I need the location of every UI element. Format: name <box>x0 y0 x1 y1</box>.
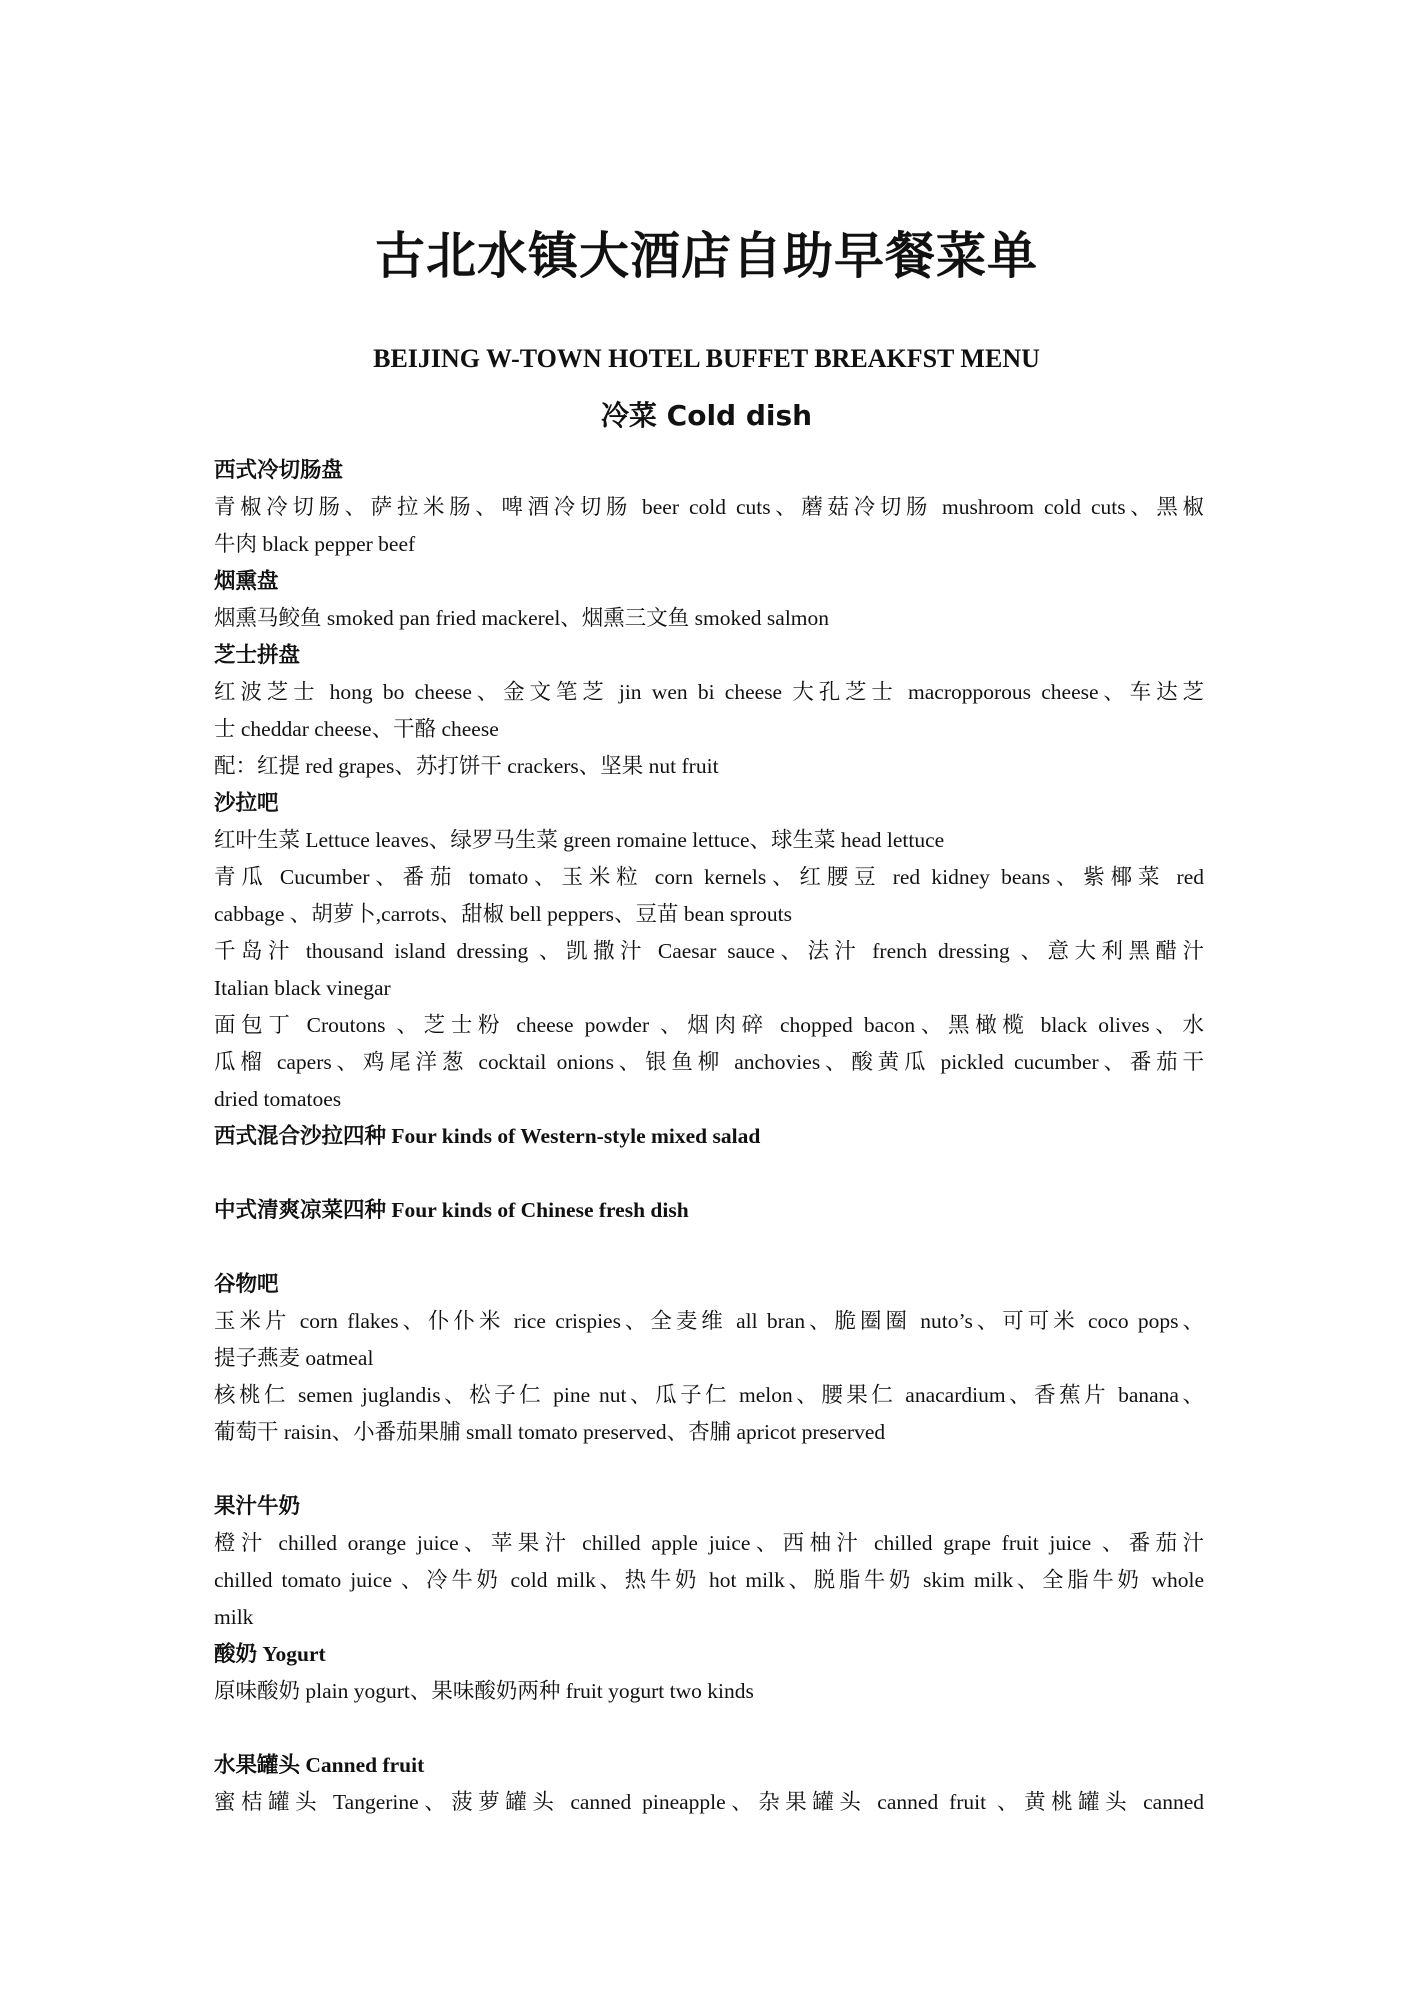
menu-item-line: dried tomatoes <box>214 1087 342 1111</box>
page-title-english: BEIJING W-TOWN HOTEL BUFFET BREAKFST MENU <box>373 344 1040 373</box>
menu-item-line: 葡萄干 raisin、小番茄果脯 small tomato preserved、杏脯 apricot preserved <box>214 1420 886 1444</box>
menu-item-line: 青瓜 Cucumber、番茄 tomato、玉米粒 corn kernels、红腰豆 red kidney beans、紫椰菜 red <box>214 865 1204 889</box>
blank-line <box>214 1155 1204 1192</box>
menu-item-line: 玉米片 corn flakes、仆仆米 rice crispies、全麦维 all bran、脆圈圈 nuto’s、可可米 coco pops、 <box>214 1309 1204 1333</box>
menu-item-line: 烟熏马鲛鱼 smoked pan fried mackerel、烟熏三文鱼 smoked salmon <box>214 606 830 630</box>
menu-category-heading: 谷物吧 <box>214 1272 279 1296</box>
menu-category-heading: 果汁牛奶 <box>214 1494 301 1518</box>
menu-category-heading: 烟熏盘 <box>214 569 279 593</box>
menu-item-line: chilled tomato juice 、冷牛奶 cold milk、热牛奶 hot milk、脱脂牛奶 skim milk、全脂牛奶 whole <box>214 1568 1204 1592</box>
menu-category-heading: 西式混合沙拉四种 Four kinds of Western-style mixed salad <box>214 1124 761 1148</box>
blank-line <box>214 1229 1204 1266</box>
menu-item-line: milk <box>214 1605 254 1629</box>
menu-item-line: 瓜榴 capers、鸡尾洋葱 cocktail onions、银鱼柳 anchovies、酸黄瓜 pickled cucumber、番茄干 <box>214 1050 1204 1074</box>
menu-item-line: 提子燕麦 oatmeal <box>214 1346 374 1370</box>
menu-category-heading: 酸奶 Yogurt <box>214 1642 326 1666</box>
menu-item-line: 士 cheddar cheese、干酪 cheese <box>214 717 499 741</box>
menu-category-heading: 芝士拼盘 <box>214 643 301 667</box>
menu-item-line: 面包丁 Croutons 、芝士粉 cheese powder 、烟肉碎 chopped bacon、黑橄榄 black olives、水 <box>214 1013 1204 1037</box>
menu-item-line: 蜜桔罐头 Tangerine、菠萝罐头 canned pineapple、杂果罐头 canned fruit 、黄桃罐头 canned <box>214 1790 1204 1814</box>
page-title-chinese: 古北水镇大酒店自助早餐菜单 <box>375 227 1038 285</box>
menu-item-line: 原味酸奶 plain yogurt、果味酸奶两种 fruit yogurt two kinds <box>214 1679 754 1703</box>
menu-body <box>214 452 1204 1821</box>
blank-line <box>214 1451 1204 1488</box>
menu-item-line: 配：红提 red grapes、苏打饼干 crackers、坚果 nut fruit <box>214 754 719 778</box>
menu-item-line: Italian black vinegar <box>214 976 391 1000</box>
section-heading-cold-dish: 冷菜 Cold dish <box>600 399 813 432</box>
menu-category-heading: 水果罐头 Canned fruit <box>214 1753 425 1777</box>
blank-line <box>214 1710 1204 1747</box>
menu-item-line: 千岛汁 thousand island dressing 、凯撒汁 Caesar sauce、法汁 french dressing 、意大利黑醋汁 <box>214 939 1204 963</box>
menu-item-line: 青椒冷切肠、萨拉米肠、啤酒冷切肠 beer cold cuts、蘑菇冷切肠 mushroom cold cuts、黑椒 <box>214 495 1204 519</box>
menu-item-line: 红叶生菜 Lettuce leaves、绿罗马生菜 green romaine lettuce、球生菜 head lettuce <box>214 828 945 852</box>
menu-category-heading: 沙拉吧 <box>214 791 279 815</box>
menu-item-line: 橙汁 chilled orange juice、苹果汁 chilled apple juice、西柚汁 chilled grape fruit juice 、番茄汁 <box>214 1531 1204 1555</box>
menu-category-heading: 西式冷切肠盘 <box>214 458 344 482</box>
menu-item-line: 红波芝士 hong bo cheese、金文笔芝 jin wen bi cheese 大孔芝士 macropporous cheese、车达芝 <box>214 680 1204 704</box>
menu-item-line: 牛肉 black pepper beef <box>214 532 416 556</box>
menu-item-line: cabbage 、胡萝卜,carrots、甜椒 bell peppers、豆苗 bean sprouts <box>214 902 792 926</box>
menu-category-heading: 中式清爽凉菜四种 Four kinds of Chinese fresh dish <box>214 1198 689 1222</box>
menu-item-line: 核桃仁 semen juglandis、松子仁 pine nut、瓜子仁 melon、腰果仁 anacardium、香蕉片 banana、 <box>214 1383 1204 1407</box>
